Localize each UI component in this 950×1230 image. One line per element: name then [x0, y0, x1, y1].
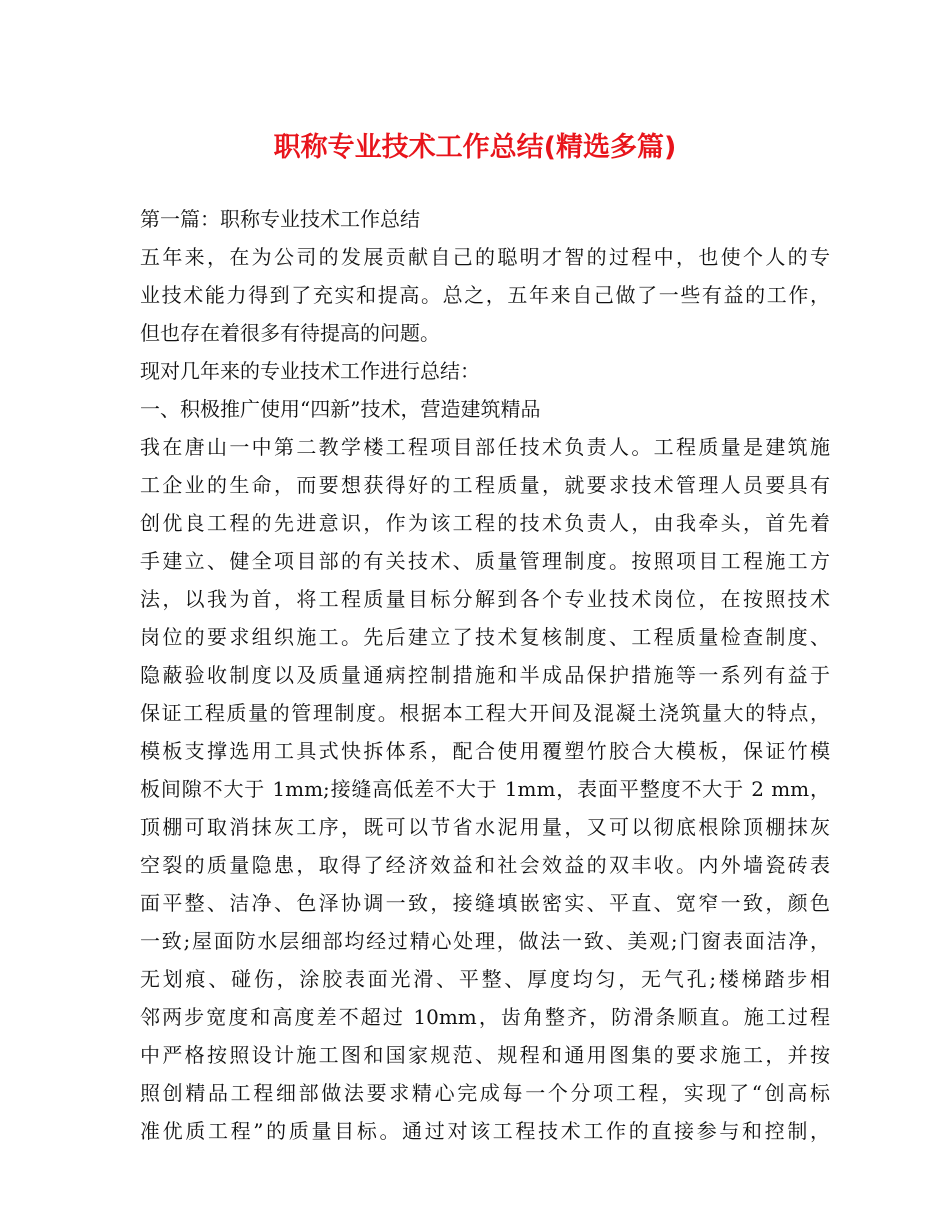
paragraph-line: 保证工程质量的管理制度。根据本工程大开间及混凝土浇筑量大的特点，: [140, 701, 830, 725]
paragraph-line: 模板支撑选用工具式快拆体系，配合使用覆塑竹胶合大模板，保证竹模: [140, 739, 830, 763]
paragraph-line: 我在唐山一中第二教学楼工程项目部任技术负责人。工程质量是建筑施: [140, 435, 830, 459]
paragraph-line: 法，以我为首，将工程质量目标分解到各个专业技术岗位，在按照技术: [140, 587, 830, 611]
paragraph-line: 板间隙不大于 1mm;接缝高低差不大于 1mm，表面平整度不大于 2 mm，: [140, 777, 830, 801]
document-body: [140, 200, 830, 1150]
paragraph-line: 空裂的质量隐患，取得了经济效益和社会效益的双丰收。内外墙瓷砖表: [140, 853, 830, 877]
paragraph-line: 五年来，在为公司的发展贡献自己的聪明才智的过程中，也使个人的专: [140, 245, 830, 269]
paragraph-line: 隐蔽验收制度以及质量通病控制措施和半成品保护措施等一系列有益于: [140, 663, 830, 687]
paragraph-line: 业技术能力得到了充实和提高。总之，五年来自己做了一些有益的工作，: [140, 283, 830, 307]
paragraph-line: 顶棚可取消抹灰工序，既可以节省水泥用量，又可以彻底根除顶棚抹灰: [140, 815, 830, 839]
paragraph-line: 现对几年来的专业技术工作进行总结：: [140, 359, 480, 383]
paragraph-line: 准优质工程”的质量目标。通过对该工程技术工作的直接参与和控制，: [140, 1119, 830, 1143]
paragraph-line: 面平整、洁净、色泽协调一致，接缝填嵌密实、平直、宽窄一致，颜色: [140, 891, 830, 915]
paragraph-line: 但也存在着很多有待提高的问题。: [140, 321, 440, 345]
document-title: 职称专业技术工作总结(精选多篇): [273, 132, 677, 163]
paragraph-line: 工企业的生命，而要想获得好的工程质量，就要求技术管理人员要具有: [140, 473, 830, 497]
paragraph-line: 手建立、健全项目部的有关技术、质量管理制度。按照项目工程施工方: [140, 549, 830, 573]
paragraph-line: 照创精品工程细部做法要求精心完成每一个分项工程，实现了“创高标: [140, 1081, 830, 1105]
paragraph-line: 中严格按照设计施工图和国家规范、规程和通用图集的要求施工，并按: [140, 1043, 830, 1067]
paragraph-line: 创优良工程的先进意识，作为该工程的技术负责人，由我牵头，首先着: [140, 511, 830, 535]
paragraph-line: 一、积极推广使用“四新”技术，营造建筑精品: [140, 397, 541, 421]
paragraph-line: 无划痕、碰伤，涂胶表面光滑、平整、厚度均匀，无气孔;楼梯踏步相: [140, 967, 830, 991]
paragraph-line: 第一篇：职称专业技术工作总结: [140, 207, 420, 231]
paragraph-line: 邻两步宽度和高度差不超过 10mm，齿角整齐，防滑条顺直。施工过程: [140, 1005, 830, 1029]
paragraph-line: 一致;屋面防水层细部均经过精心处理，做法一致、美观;门窗表面洁净，: [140, 929, 830, 953]
paragraph-line: 岗位的要求组织施工。先后建立了技术复核制度、工程质量检查制度、: [140, 625, 830, 649]
